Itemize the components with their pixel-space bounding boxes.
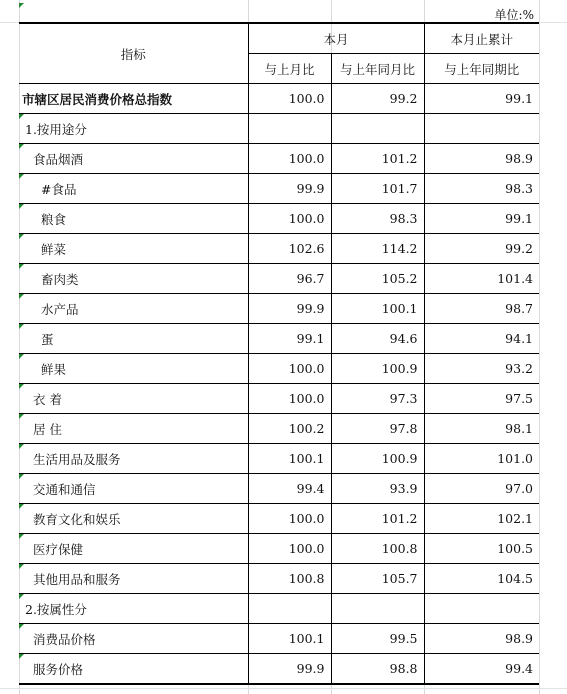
mom-value[interactable]: 100.0: [248, 534, 331, 564]
yoy-value[interactable]: 101.2: [331, 144, 424, 174]
cum-value[interactable]: 102.1: [424, 504, 539, 534]
yoy-value[interactable]: 99.2: [331, 84, 424, 114]
yoy-value[interactable]: 93.9: [331, 474, 424, 504]
table-row: [19, 444, 539, 474]
yoy-value[interactable]: 101.2: [331, 504, 424, 534]
yoy-value[interactable]: 99.5: [331, 624, 424, 654]
yoy-value[interactable]: 114.2: [331, 234, 424, 264]
row-label[interactable]: 服务价格: [19, 654, 248, 685]
cum-value[interactable]: 99.1: [424, 84, 539, 114]
mom-value[interactable]: 99.9: [248, 294, 331, 324]
yoy-value[interactable]: 100.9: [331, 444, 424, 474]
table-row: [19, 624, 539, 654]
row-label[interactable]: 2.按属性分: [19, 594, 248, 624]
table-row: [19, 294, 539, 324]
mom-value[interactable]: [248, 114, 331, 144]
yoy-value[interactable]: 98.8: [331, 654, 424, 685]
cpi-table: [19, 22, 539, 685]
cum-value[interactable]: 98.3: [424, 174, 539, 204]
yoy-value[interactable]: 98.3: [331, 204, 424, 234]
header-cumulative[interactable]: 本月止累计: [424, 23, 539, 54]
mom-value[interactable]: 100.8: [248, 564, 331, 594]
mom-value[interactable]: 99.9: [248, 174, 331, 204]
cell-marker-icon: [19, 3, 24, 8]
cum-value[interactable]: 98.1: [424, 414, 539, 444]
mom-value[interactable]: 100.0: [248, 354, 331, 384]
table-row: [19, 144, 539, 174]
yoy-value[interactable]: 105.2: [331, 264, 424, 294]
cum-value[interactable]: [424, 594, 539, 624]
mom-value[interactable]: 100.1: [248, 624, 331, 654]
row-label[interactable]: 消费品价格: [19, 624, 248, 654]
table-row: [19, 264, 539, 294]
table-row: [19, 504, 539, 534]
table-row: [19, 594, 539, 624]
cum-value[interactable]: 99.2: [424, 234, 539, 264]
row-label[interactable]: 食品烟酒: [19, 144, 248, 174]
yoy-value[interactable]: 97.3: [331, 384, 424, 414]
cum-value[interactable]: 104.5: [424, 564, 539, 594]
row-label[interactable]: 水产品: [19, 294, 248, 324]
mom-value[interactable]: 100.0: [248, 384, 331, 414]
row-label[interactable]: 市辖区居民消费价格总指数: [19, 84, 248, 114]
mom-value[interactable]: 99.9: [248, 654, 331, 685]
row-label[interactable]: 教育文化和娱乐: [19, 504, 248, 534]
cum-value[interactable]: 99.4: [424, 654, 539, 685]
row-label[interactable]: 生活用品及服务: [19, 444, 248, 474]
yoy-value[interactable]: 101.7: [331, 174, 424, 204]
table-row: [19, 114, 539, 144]
cum-value[interactable]: [424, 114, 539, 144]
table-body: [19, 84, 539, 685]
cum-value[interactable]: 100.5: [424, 534, 539, 564]
yoy-value[interactable]: [331, 114, 424, 144]
mom-value[interactable]: 100.0: [248, 204, 331, 234]
cum-value[interactable]: 99.1: [424, 204, 539, 234]
table-row: [19, 204, 539, 234]
gridline: [0, 688, 567, 689]
yoy-value[interactable]: 97.8: [331, 414, 424, 444]
yoy-value[interactable]: 100.8: [331, 534, 424, 564]
mom-value[interactable]: 100.0: [248, 144, 331, 174]
cum-value[interactable]: 97.5: [424, 384, 539, 414]
row-label[interactable]: 衣 着: [19, 384, 248, 414]
header-mom[interactable]: 与上月比: [248, 54, 331, 84]
mom-value[interactable]: 99.1: [248, 324, 331, 354]
cum-value[interactable]: 101.4: [424, 264, 539, 294]
yoy-value[interactable]: [331, 594, 424, 624]
row-label[interactable]: 其他用品和服务: [19, 564, 248, 594]
yoy-value[interactable]: 100.1: [331, 294, 424, 324]
cum-value[interactable]: 101.0: [424, 444, 539, 474]
unit-label: 单位:%: [494, 8, 534, 22]
row-label[interactable]: 1.按用途分: [19, 114, 248, 144]
mom-value[interactable]: 100.1: [248, 444, 331, 474]
row-label[interactable]: 交通和通信: [19, 474, 248, 504]
table-row: [19, 534, 539, 564]
table-row: [19, 654, 539, 685]
table-row: [19, 84, 539, 114]
cum-value[interactable]: 93.2: [424, 354, 539, 384]
cum-value[interactable]: 98.9: [424, 144, 539, 174]
mom-value[interactable]: 102.6: [248, 234, 331, 264]
header-this-month[interactable]: 本月: [248, 23, 424, 54]
mom-value[interactable]: 100.2: [248, 414, 331, 444]
row-label[interactable]: 粮食: [19, 204, 248, 234]
table-row: [19, 384, 539, 414]
table-row: [19, 354, 539, 384]
row-label[interactable]: 居 住: [19, 414, 248, 444]
row-label[interactable]: 畜肉类: [19, 264, 248, 294]
header-yoy[interactable]: 与上年同月比: [331, 54, 424, 84]
mom-value[interactable]: [248, 594, 331, 624]
table-row: [19, 234, 539, 264]
table-row: [19, 174, 539, 204]
header-cum-yoy[interactable]: 与上年同期比: [424, 54, 539, 84]
row-label[interactable]: 鲜果: [19, 354, 248, 384]
mom-value[interactable]: 100.0: [248, 84, 331, 114]
yoy-value[interactable]: 105.7: [331, 564, 424, 594]
row-label[interactable]: 蛋: [19, 324, 248, 354]
row-label[interactable]: #食品: [19, 174, 248, 204]
table-row: [19, 564, 539, 594]
cum-value[interactable]: 94.1: [424, 324, 539, 354]
table-row: [19, 324, 539, 354]
cum-value[interactable]: 97.0: [424, 474, 539, 504]
row-label[interactable]: 鲜菜: [19, 234, 248, 264]
yoy-value[interactable]: 94.6: [331, 324, 424, 354]
mom-value[interactable]: 96.7: [248, 264, 331, 294]
table-row: [19, 414, 539, 444]
yoy-value[interactable]: 100.9: [331, 354, 424, 384]
gridline: [539, 0, 540, 694]
row-label[interactable]: 医疗保健: [19, 534, 248, 564]
cum-value[interactable]: 98.7: [424, 294, 539, 324]
header-row: [19, 23, 539, 54]
mom-value[interactable]: 99.4: [248, 474, 331, 504]
mom-value[interactable]: 100.0: [248, 504, 331, 534]
table-row: [19, 474, 539, 504]
cum-value[interactable]: 98.9: [424, 624, 539, 654]
header-indicator[interactable]: 指标: [19, 23, 248, 84]
